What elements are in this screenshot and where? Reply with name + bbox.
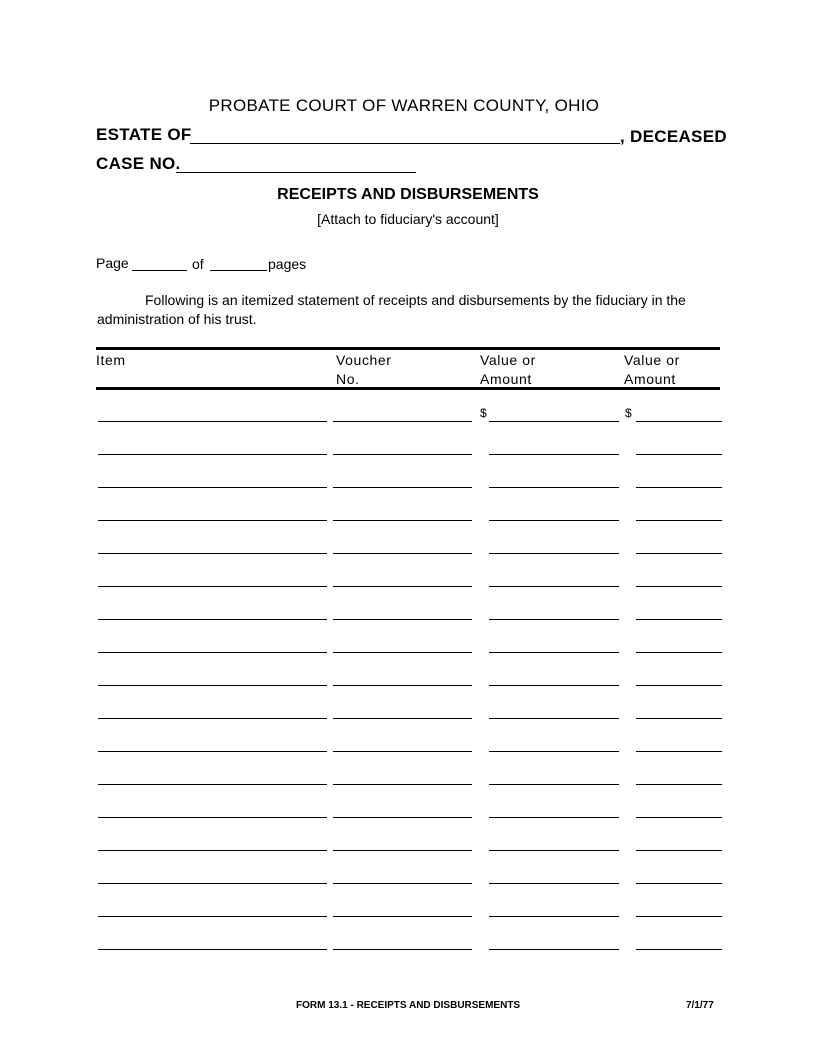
value-field-2[interactable] — [636, 735, 722, 752]
item-field[interactable] — [98, 669, 327, 686]
value-field-2[interactable] — [636, 669, 722, 686]
item-field[interactable] — [98, 636, 327, 653]
value-field-1[interactable] — [489, 867, 619, 884]
value-field-1[interactable] — [489, 735, 619, 752]
value-field-2[interactable] — [636, 900, 722, 917]
value-field-1[interactable] — [489, 636, 619, 653]
value-field-2[interactable] — [636, 405, 722, 422]
value-field-2[interactable] — [636, 504, 722, 521]
estate-name-field[interactable] — [190, 127, 620, 144]
value-field-1[interactable] — [489, 405, 619, 422]
item-field[interactable] — [98, 735, 327, 752]
voucher-field[interactable] — [333, 504, 472, 521]
value-field-1[interactable] — [489, 537, 619, 554]
item-field[interactable] — [98, 537, 327, 554]
value-field-1[interactable] — [489, 669, 619, 686]
item-field[interactable] — [98, 867, 327, 884]
value-field-2[interactable] — [636, 834, 722, 851]
item-field[interactable] — [98, 438, 327, 455]
page-number-field[interactable] — [132, 254, 187, 271]
voucher-field[interactable] — [333, 702, 472, 719]
pages-label: pages — [268, 256, 307, 272]
item-field[interactable] — [98, 471, 327, 488]
voucher-field[interactable] — [333, 867, 472, 884]
voucher-field[interactable] — [333, 405, 472, 422]
estate-label: ESTATE OF — [96, 125, 192, 144]
header-item — [96, 351, 126, 370]
value-field-1[interactable] — [489, 801, 619, 818]
voucher-field[interactable] — [333, 471, 472, 488]
header-voucher-line2: No. — [336, 371, 360, 387]
item-field[interactable] — [98, 834, 327, 851]
of-label: of — [192, 256, 204, 272]
item-field[interactable] — [98, 603, 327, 620]
voucher-field[interactable] — [333, 438, 472, 455]
value-field-1[interactable] — [489, 768, 619, 785]
footer-date: 7/1/77 — [686, 1000, 714, 1011]
header-item-label: Item — [96, 352, 126, 368]
value-field-2[interactable] — [636, 867, 722, 884]
total-pages-field[interactable] — [210, 254, 267, 271]
item-field[interactable] — [98, 570, 327, 587]
deceased-label: , DECEASED — [620, 127, 727, 146]
header-value-1-line2: Amount — [480, 371, 532, 387]
value-field-2[interactable] — [636, 933, 722, 950]
voucher-field[interactable] — [333, 669, 472, 686]
header-value-2-line1: Value or — [624, 352, 680, 368]
value-field-2[interactable] — [636, 537, 722, 554]
value-field-2[interactable] — [636, 702, 722, 719]
voucher-field[interactable] — [333, 570, 472, 587]
voucher-field[interactable] — [333, 900, 472, 917]
form-title: RECEIPTS AND DISBURSEMENTS — [277, 186, 539, 203]
voucher-field[interactable] — [333, 636, 472, 653]
value-field-2[interactable] — [636, 768, 722, 785]
table-top-rule — [96, 347, 720, 350]
voucher-field[interactable] — [333, 801, 472, 818]
case-label: CASE NO. — [96, 154, 181, 173]
value-field-1[interactable] — [489, 603, 619, 620]
value-field-2[interactable] — [636, 603, 722, 620]
item-field[interactable] — [98, 504, 327, 521]
value-field-1[interactable] — [489, 933, 619, 950]
court-title: PROBATE COURT OF WARREN COUNTY, OHIO — [208, 96, 600, 115]
item-field[interactable] — [98, 801, 327, 818]
value-field-2[interactable] — [636, 801, 722, 818]
table-header-rule — [96, 387, 720, 390]
voucher-field[interactable] — [333, 537, 472, 554]
voucher-field[interactable] — [333, 735, 472, 752]
value-field-1[interactable] — [489, 570, 619, 587]
dollar-sign-1: $ — [480, 406, 487, 420]
header-value-1 — [480, 351, 536, 389]
item-field[interactable] — [98, 933, 327, 950]
page-label: Page — [96, 255, 129, 271]
header-value-2 — [624, 351, 680, 389]
value-field-2[interactable] — [636, 438, 722, 455]
dollar-sign-2: $ — [625, 406, 632, 420]
header-value-1-line1: Value or — [480, 352, 536, 368]
item-field[interactable] — [98, 702, 327, 719]
header-value-2-line2: Amount — [624, 371, 676, 387]
value-field-1[interactable] — [489, 471, 619, 488]
intro-paragraph: Following is an itemized statement of receipts and disbursements by the fiduciary in the administration of his trust. — [97, 292, 686, 327]
value-field-1[interactable] — [489, 834, 619, 851]
value-field-1[interactable] — [489, 504, 619, 521]
item-field[interactable] — [98, 405, 327, 422]
value-field-2[interactable] — [636, 636, 722, 653]
value-field-2[interactable] — [636, 570, 722, 587]
voucher-field[interactable] — [333, 933, 472, 950]
form-subtitle: [Attach to fiduciary's account] — [317, 211, 499, 227]
value-field-1[interactable] — [489, 702, 619, 719]
item-field[interactable] — [98, 768, 327, 785]
voucher-field[interactable] — [333, 834, 472, 851]
footer-form-name: FORM 13.1 - RECEIPTS AND DISBURSEMENTS — [296, 1000, 521, 1011]
item-field[interactable] — [98, 900, 327, 917]
voucher-field[interactable] — [333, 768, 472, 785]
value-field-1[interactable] — [489, 900, 619, 917]
value-field-2[interactable] — [636, 471, 722, 488]
header-voucher — [336, 351, 392, 389]
case-number-field[interactable] — [176, 156, 416, 173]
value-field-1[interactable] — [489, 438, 619, 455]
header-voucher-line1: Voucher — [336, 352, 392, 368]
voucher-field[interactable] — [333, 603, 472, 620]
